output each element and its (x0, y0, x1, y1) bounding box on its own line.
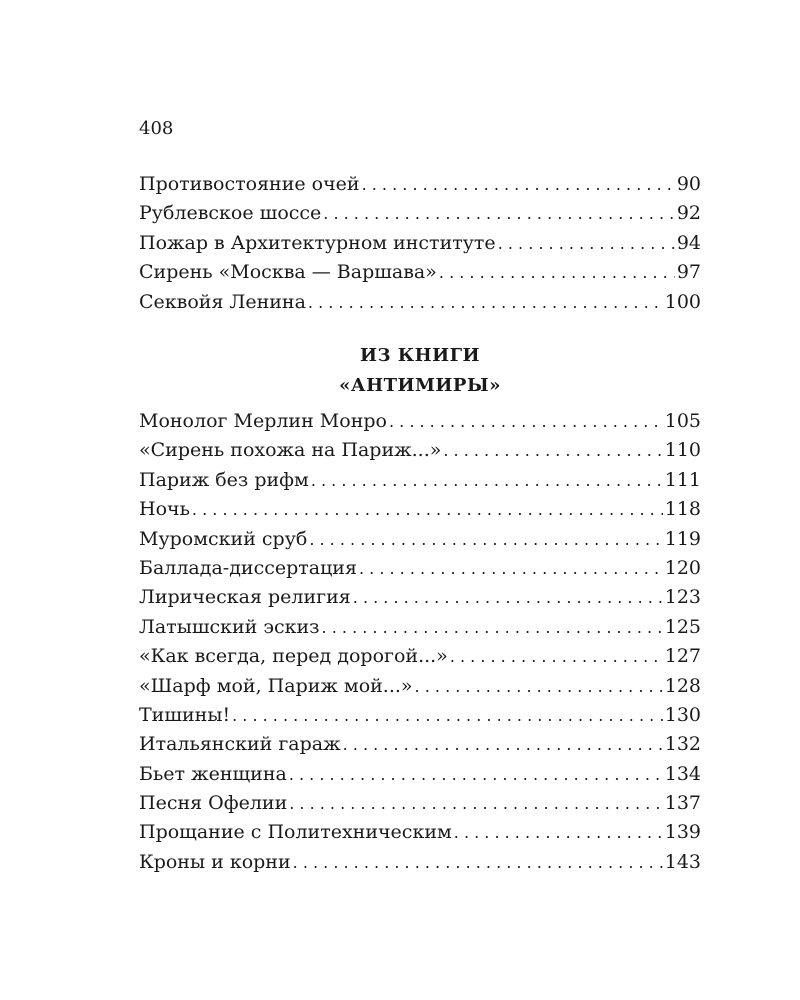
toc-leader-dots (415, 672, 663, 701)
toc-leader-dots (454, 818, 663, 847)
toc-entry-title: Лирическая религия (139, 586, 351, 609)
toc-entry-page: 90 (676, 173, 701, 195)
page-number: 408 (139, 118, 174, 139)
toc-entry-page: 94 (676, 231, 701, 254)
toc-entry-page: 134 (664, 762, 701, 785)
toc-entry-title: Секвойя Ленина (139, 290, 306, 313)
toc-entry[interactable] (139, 613, 701, 642)
toc-entry-title: Бьет женщина (139, 762, 287, 785)
toc-entry[interactable] (139, 170, 701, 199)
toc-leader-dots (353, 583, 663, 612)
toc-entry-page: 127 (664, 645, 701, 668)
toc-entry-page: 97 (676, 261, 701, 284)
toc-entry[interactable] (139, 701, 701, 730)
toc-leader-dots (443, 436, 662, 465)
toc-list-antimiry (139, 407, 701, 877)
toc-leader-dots (498, 229, 675, 258)
toc-entry[interactable] (139, 495, 701, 524)
toc-entry-page: 105 (664, 410, 701, 432)
toc-entry-page: 125 (664, 615, 701, 638)
toc-entry[interactable] (139, 436, 701, 465)
toc-entry-title: Рублевское шоссе (139, 202, 322, 225)
toc-entry-title: Пожар в Архитектурном институте (139, 231, 496, 254)
toc-entry[interactable] (139, 525, 701, 554)
toc-leader-dots (289, 760, 663, 789)
toc-leader-dots (343, 730, 663, 759)
toc-entry-title: «Шарф мой, Париж мой...» (139, 674, 413, 697)
toc-entry-title: Прощание с Политехническим (139, 821, 452, 844)
toc-leader-dots (308, 288, 663, 317)
toc-entry-page: 118 (664, 498, 701, 521)
toc-entry[interactable] (139, 730, 701, 759)
toc-entry-title: Монолог Мерлин Монро (139, 410, 387, 432)
toc-entry[interactable] (139, 466, 701, 495)
section-heading-line2: «АНТИМИРЫ» (339, 375, 501, 396)
toc-leader-dots (323, 199, 675, 228)
toc-entry-page: 128 (664, 674, 701, 697)
toc-entry[interactable] (139, 288, 701, 317)
toc-entry-page: 137 (664, 792, 701, 815)
toc-entry-page: 92 (676, 202, 701, 225)
toc-entry-title: Ночь (139, 498, 190, 521)
toc-entry-title: Песня Офелии (139, 792, 288, 815)
toc-entry[interactable] (139, 818, 701, 847)
toc-entry-title: «Сирень похожа на Париж...» (139, 439, 442, 462)
toc-entry[interactable] (139, 229, 701, 258)
toc-leader-dots (439, 258, 675, 287)
toc-entry-page: 119 (664, 527, 701, 550)
toc-entry-page: 130 (664, 703, 701, 726)
toc-entry-page: 139 (664, 821, 701, 844)
section-heading-line1: ИЗ КНИГИ (359, 345, 481, 366)
toc-entry-title: Муромский сруб (139, 527, 308, 550)
toc-leader-dots (322, 613, 663, 642)
toc-entry[interactable] (139, 789, 701, 818)
toc-entry-title: Баллада-диссертация (139, 556, 357, 579)
toc-entry-title: Париж без рифм (139, 468, 309, 491)
toc-entry[interactable] (139, 407, 701, 436)
toc-entry[interactable] (139, 848, 701, 877)
toc-entry-page: 110 (664, 439, 701, 462)
toc-entry-title: «Как всегда, перед дорогой...» (139, 645, 448, 668)
toc-leader-dots (362, 170, 675, 199)
toc-leader-dots (359, 554, 663, 583)
toc-entry[interactable] (139, 199, 701, 228)
toc-leader-dots (232, 701, 663, 730)
toc-leader-dots (450, 642, 663, 671)
toc-leader-dots (309, 525, 662, 554)
toc-entry-title: Кроны и корни (139, 850, 291, 873)
toc-leader-dots (289, 789, 663, 818)
toc-entry-page: 120 (664, 556, 701, 579)
toc-leader-dots (311, 466, 663, 495)
toc-entry-page: 123 (664, 586, 701, 609)
toc-entry[interactable] (139, 258, 701, 287)
toc-entry-title: Тишины! (139, 703, 231, 726)
toc-entry-title: Сирень «Москва — Варшава» (139, 261, 437, 284)
toc-leader-dots (389, 407, 663, 436)
toc-entry[interactable] (139, 583, 701, 612)
toc-entry-title: Противостояние очей (139, 173, 360, 195)
toc-list-top (139, 170, 701, 317)
toc-entry[interactable] (139, 642, 701, 671)
toc-entry[interactable] (139, 760, 701, 789)
toc-entry-page: 132 (664, 733, 701, 756)
toc-entry-title: Латышский эскиз (139, 615, 320, 638)
toc-leader-dots (293, 848, 663, 877)
toc-entry-page: 100 (664, 290, 701, 313)
toc-entry[interactable] (139, 554, 701, 583)
toc-entry-page: 111 (664, 468, 701, 491)
toc-entry-title: Итальянский гараж (139, 733, 341, 756)
toc-leader-dots (192, 495, 663, 524)
toc-entry[interactable] (139, 672, 701, 701)
toc-entry-page: 143 (664, 850, 701, 873)
